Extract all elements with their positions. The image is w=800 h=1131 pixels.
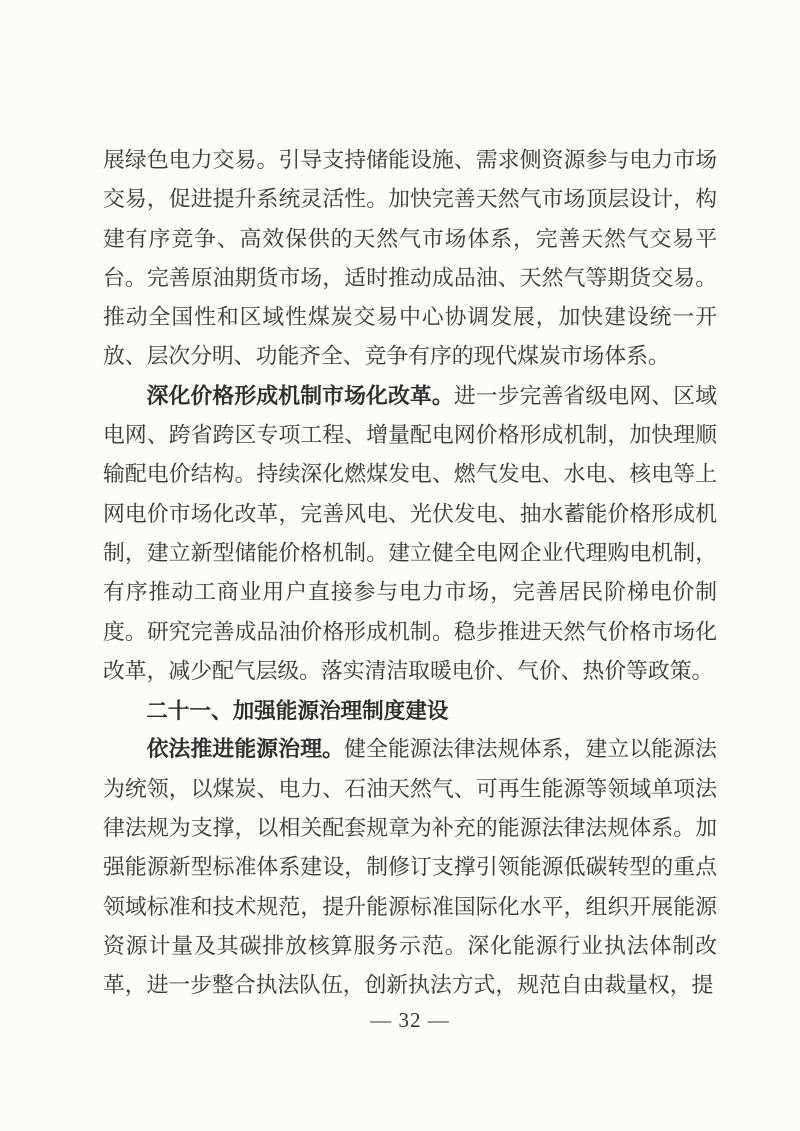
paragraph-lead-bold: 依法推进能源治理。 <box>146 737 345 762</box>
paragraph-text: 进一步完善省级电网、区域电网、跨省跨区专项工程、增量配电网价格形成机制，加快理顺输配电价结构。持续深化燃煤发电、燃气发电、水电、核电等上网电价市场化改革，完善风电、光伏发电、抽水蓄能价格形成机制，建立新型储能价格机制。建立健全电网企业代理购电机制，有序推动工商业用户直接参与电力市场，完善居民阶梯电价制度。研究完善成品油价格形成机制。稳步推进天然气价格市场化改革，减少配气层级。落实清洁取暖电价、气价、热价等政策。 <box>103 383 717 683</box>
paragraph-price-reform <box>103 377 717 691</box>
paragraph-market-system <box>103 141 717 377</box>
paragraph-lead-bold: 深化价格形成机制市场化改革。 <box>146 383 454 408</box>
section-heading: 二十一、加强能源治理制度建设 <box>146 698 449 724</box>
body-text-block <box>103 141 717 1006</box>
paragraph-text: 健全能源法律法规体系，建立以能源法为统领，以煤炭、电力、石油天然气、可再生能源等领域单项法律法规为支撑，以相关配套规章为补充的能源法律法规体系。加强能源新型标准体系建设，制修订支撑引领能源低碳转型的重点领域标准和技术规范，提升能源标准国际化水平，组织开展能源资源计量及其碳排放核算服务示范。深化能源行业执法体制改革，进一步整合执法队伍，创新执法方式，规范自由裁量权，提 <box>103 737 717 998</box>
paragraph-energy-governance <box>103 730 717 1005</box>
paragraph-text: 展绿色电力交易。引导支持储能设施、需求侧资源参与电力市场交易，促进提升系统灵活性。加快完善天然气市场顶层设计，构建有序竞争、高效保供的天然气市场体系，完善天然气交易平台。完善原油期货市场，适时推动成品油、天然气等期货交易。推动全国性和区域性煤炭交易中心协调发展，加快建设统一开放、层次分明、功能齐全、竞争有序的现代煤炭市场体系。 <box>103 148 717 369</box>
page-number: — 32 — <box>370 1008 450 1032</box>
